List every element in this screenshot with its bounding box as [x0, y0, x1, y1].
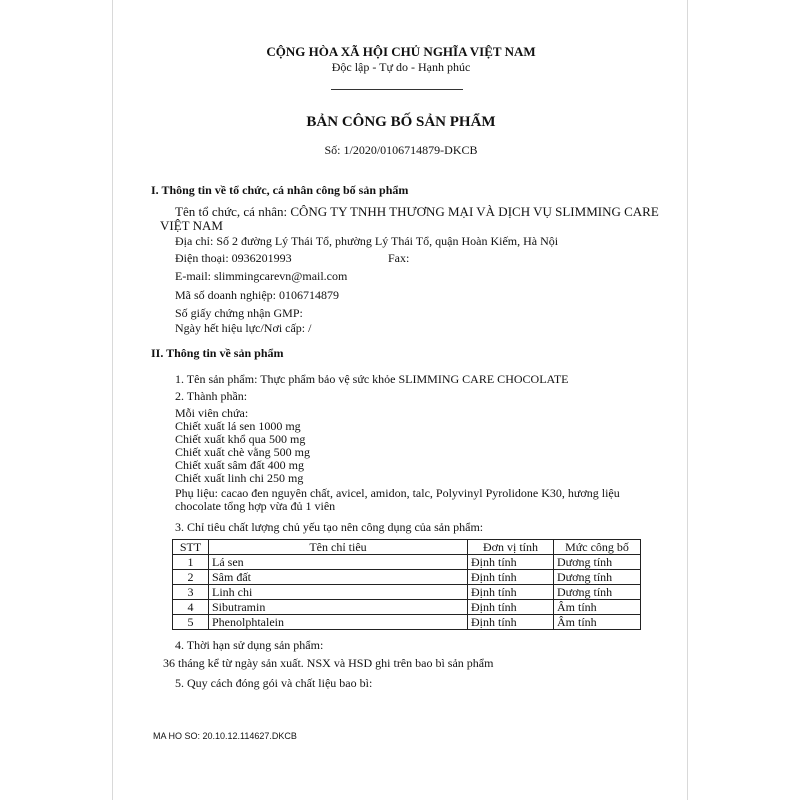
document-number: Số: 1/2020/0106714879-DKCB	[324, 143, 478, 157]
country-heading: CỘNG HÒA XÃ HỘI CHỦ NGHĨA VIỆT NAM	[266, 44, 536, 59]
table-row	[173, 615, 641, 630]
packaging-title: 5. Quy cách đóng gói và chất liệu bao bì:	[175, 676, 373, 690]
per-tablet-label: Mỗi viên chứa:	[175, 406, 249, 420]
table-cell: Âm tính	[554, 600, 641, 615]
table-cell: Linh chi	[209, 585, 468, 600]
product-name: 1. Tên sản phẩm: Thực phẩm bảo vệ sức khỏe SLIMMING CARE CHOCOLATE	[175, 372, 569, 386]
table-cell: Âm tính	[554, 615, 641, 630]
excipients-line1: Phụ liệu: cacao đen nguyên chất, avicel, amidon, talc, Polyvinyl Pyrolidone K30, hương liệu	[175, 486, 620, 500]
ingredient-item: Chiết xuất linh chi 250 mg	[175, 471, 304, 485]
table-row	[173, 600, 641, 615]
section-2-heading: II. Thông tin về sản phẩm	[151, 346, 284, 360]
ingredient-item: Chiết xuất sâm đất 400 mg	[175, 458, 304, 472]
org-tax-code: Mã số doanh nghiệp: 0106714879	[175, 288, 339, 302]
table-cell: Định tính	[468, 600, 554, 615]
table-header-row	[173, 540, 641, 555]
table-cell: Dương tính	[554, 555, 641, 570]
shelf-life-title: 4. Thời hạn sử dụng sản phẩm:	[175, 638, 324, 652]
table-cell: 3	[173, 585, 209, 600]
document-page	[112, 0, 688, 800]
motto-underline	[331, 89, 463, 90]
shelf-life-text: 36 tháng kể từ ngày sản xuất. NSX và HSD ghi trên bao bì sản phẩm	[163, 656, 494, 670]
table-row	[173, 585, 641, 600]
document-title: BẢN CÔNG BỐ SẢN PHẨM	[306, 114, 496, 130]
org-name-line2: VIỆT NAM	[160, 218, 223, 233]
table-cell: 4	[173, 600, 209, 615]
table-header-cell: Mức công bố	[554, 540, 641, 555]
ingredients-title: 2. Thành phần:	[175, 389, 248, 403]
motto: Độc lập - Tự do - Hạnh phúc	[331, 60, 471, 74]
table-cell: Định tính	[468, 555, 554, 570]
org-expiry: Ngày hết hiệu lực/Nơi cấp: /	[175, 321, 312, 335]
quality-table	[172, 539, 641, 630]
table-row	[173, 570, 641, 585]
table-cell: Sibutramin	[209, 600, 468, 615]
table-cell: 1	[173, 555, 209, 570]
org-fax: Fax:	[388, 251, 410, 265]
table-cell: 5	[173, 615, 209, 630]
org-email: E-mail: slimmingcarevn@mail.com	[175, 269, 348, 283]
table-row	[173, 555, 641, 570]
record-code: MA HO SO: 20.10.12.114627.DKCB	[153, 731, 297, 741]
ingredient-item: Chiết xuất khổ qua 500 mg	[175, 432, 306, 446]
org-phone: Điện thoại: 0936201993	[175, 251, 292, 265]
ingredient-item: Chiết xuất chè vằng 500 mg	[175, 445, 310, 459]
table-cell: Định tính	[468, 570, 554, 585]
org-gmp: Số giấy chứng nhận GMP:	[175, 306, 303, 320]
section-1-heading: I. Thông tin về tổ chức, cá nhân công bố sản phẩm	[151, 183, 409, 197]
table-header-cell: Đơn vị tính	[468, 540, 554, 555]
table-cell: Định tính	[468, 615, 554, 630]
table-cell: Dương tính	[554, 585, 641, 600]
table-header-cell: STT	[173, 540, 209, 555]
excipients-line2: chocolate tổng hợp vừa đủ 1 viên	[175, 499, 336, 513]
table-cell: 2	[173, 570, 209, 585]
ingredient-item: Chiết xuất lá sen 1000 mg	[175, 419, 301, 433]
table-cell: Lá sen	[209, 555, 468, 570]
org-name-line1: Tên tổ chức, cá nhân: CÔNG TY TNHH THƯƠNG MẠI VÀ DỊCH VỤ SLIMMING CARE	[175, 204, 659, 219]
table-cell: Phenolphtalein	[209, 615, 468, 630]
table-cell: Định tính	[468, 585, 554, 600]
table-header-cell: Tên chỉ tiêu	[209, 540, 468, 555]
org-address: Địa chỉ: Số 2 đường Lý Thái Tổ, phường Lý Thái Tổ, quận Hoàn Kiếm, Hà Nội	[175, 234, 559, 248]
quality-title: 3. Chỉ tiêu chất lượng chủ yếu tạo nên công dụng của sản phẩm:	[175, 520, 484, 534]
table-cell: Sâm đất	[209, 570, 468, 585]
table-cell: Dương tính	[554, 570, 641, 585]
